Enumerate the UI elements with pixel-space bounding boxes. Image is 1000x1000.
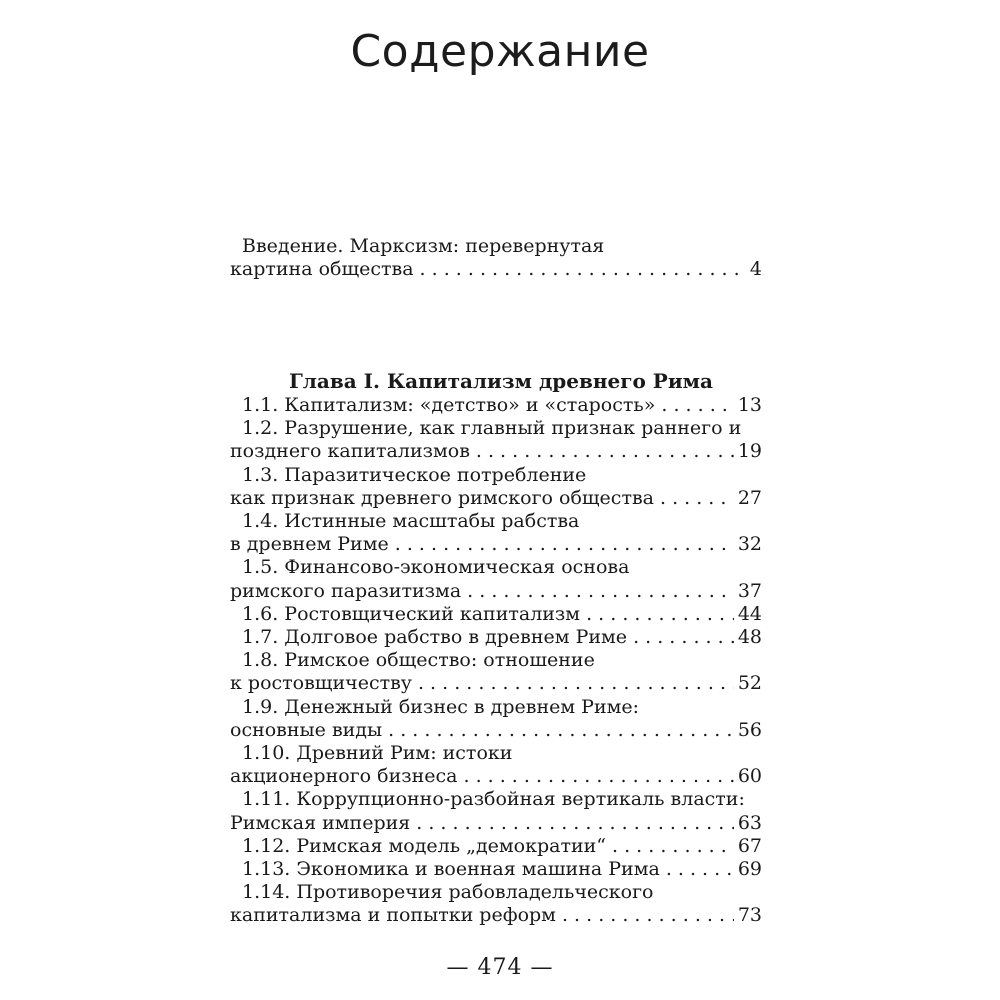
toc-chapter-1 [230, 369, 762, 928]
toc-entry-last-line [230, 719, 762, 742]
toc-entry-last-line [230, 672, 762, 695]
toc-entry-title-line: 1.7. Долговое рабство в древнем Риме [242, 626, 628, 649]
toc-entry-last-line [230, 904, 762, 927]
toc-page-number: 32 [737, 533, 762, 556]
dot-leader [463, 765, 733, 788]
toc-entry-last-line [230, 626, 762, 649]
toc-entry-title-line: 1.2. Разрушение, как главный признак раннего и [242, 417, 742, 440]
toc-entry[interactable] [230, 464, 762, 510]
toc-page-number: 60 [737, 765, 762, 788]
toc-entry[interactable] [230, 835, 762, 858]
toc-entry-title-line: основные виды [230, 718, 383, 741]
toc-entry[interactable] [230, 858, 762, 881]
dot-leader [467, 580, 734, 603]
toc-entry-title-line: 1.9. Денежный бизнес в древнем Риме: [242, 695, 640, 718]
toc-entry-last-line [230, 858, 762, 881]
toc-entry-title-line: 1.3. Паразитическое потребление [242, 463, 587, 486]
toc-entry[interactable] [230, 742, 762, 788]
toc-entry-title-line: 1.1. Капитализм: «детство» и «старость» [242, 394, 656, 416]
toc-entry-title-line: к ростовщичеству [230, 672, 412, 695]
toc-entry[interactable] [230, 417, 762, 463]
toc-entry-last-line [230, 603, 762, 626]
toc-entry[interactable] [230, 556, 762, 602]
toc-page-number: 27 [737, 486, 762, 509]
toc-entry[interactable] [230, 696, 762, 742]
toc-entry[interactable] [230, 881, 762, 927]
toc-page-number: 63 [737, 811, 762, 834]
toc-entry[interactable] [230, 394, 762, 417]
toc-entry-title-line: картина общества [230, 258, 414, 281]
toc-page-number: 52 [737, 672, 762, 695]
toc-entry-last-line [230, 835, 762, 858]
toc-entry-introduction[interactable] [230, 235, 762, 281]
dot-leader [420, 258, 746, 281]
dot-leader [476, 440, 734, 463]
toc-entry-title-line: капитализма и попытки реформ [230, 904, 556, 927]
toc-entry-last-line [230, 812, 762, 835]
toc-page-number: 48 [737, 626, 762, 649]
toc-introduction [230, 235, 762, 281]
toc-entry-title-line: римского паразитизма [230, 579, 462, 602]
page-number: — 474 — [446, 955, 554, 980]
toc-entry-title-line: акционерного бизнеса [230, 765, 458, 788]
toc-entry-last-line [230, 440, 762, 463]
toc-entry-last-line [230, 258, 762, 281]
toc-entry-title-line: 1.11. Коррупционно-разбойная вертикаль власти: [242, 788, 745, 811]
toc-entry[interactable] [230, 626, 762, 649]
dot-leader [586, 603, 734, 626]
toc-page-number: 69 [737, 858, 762, 881]
toc-entry-last-line [230, 765, 762, 788]
chapter-entries [230, 394, 762, 928]
dot-leader [661, 394, 733, 417]
dot-leader [612, 835, 734, 858]
toc-entry-last-line [230, 580, 762, 603]
dot-leader [418, 672, 734, 695]
dot-leader [388, 719, 734, 742]
toc-entry[interactable] [230, 603, 762, 626]
toc-page-number: 4 [749, 258, 762, 281]
toc-entry[interactable] [230, 649, 762, 695]
dot-leader [416, 812, 734, 835]
toc-entry-title-line: 1.5. Финансово-экономическая основа [242, 556, 630, 579]
toc-entry-title-line: 1.13. Экономика и военная машина Рима [242, 858, 660, 881]
toc-page-number: 56 [737, 718, 762, 741]
toc-entry[interactable] [230, 510, 762, 556]
toc-entry-title-line: Римская империя [230, 811, 411, 834]
page-title: Содержание [350, 26, 650, 77]
dot-leader [633, 626, 734, 649]
toc-entry-title-line: 1.8. Римское общество: отношение [242, 649, 595, 672]
toc-entry-title-line: 1.4. Истинные масштабы рабства [242, 510, 580, 533]
toc-entry[interactable] [230, 788, 762, 834]
dot-leader [666, 858, 734, 881]
toc-entry-title-line: 1.6. Ростовщический капитализм [242, 602, 581, 625]
dot-leader [562, 904, 734, 927]
toc-entry-title-line: в древнем Риме [230, 533, 389, 556]
toc-page-number: 67 [737, 834, 762, 857]
dot-leader [660, 487, 734, 510]
toc-entry-last-line [230, 394, 762, 417]
toc-page-number: 44 [737, 602, 762, 625]
toc-entry-title-line: Введение. Марксизм: перевернутая [242, 235, 605, 257]
toc-page-number: 37 [737, 579, 762, 602]
toc-page-number: 19 [737, 440, 762, 463]
toc-entry-last-line [230, 487, 762, 510]
chapter-heading[interactable]: Глава I. Капитализм древнего Рима [288, 369, 714, 393]
toc-page-number: 73 [737, 904, 762, 927]
toc-entry-title-line: позднего капитализмов [230, 440, 470, 463]
toc-entry-title-line: как признак древнего римского общества [230, 486, 654, 509]
toc-entry-title-line: 1.10. Древний Рим: истоки [242, 742, 513, 765]
toc-entry-last-line [230, 533, 762, 556]
toc-entry-title-line: 1.14. Противоречия рабовладельческого [242, 881, 654, 904]
toc-entry-title-line: 1.12. Римская модель „демократии“ [242, 834, 607, 857]
toc-page-number: 13 [737, 394, 762, 416]
dot-leader [395, 533, 734, 556]
